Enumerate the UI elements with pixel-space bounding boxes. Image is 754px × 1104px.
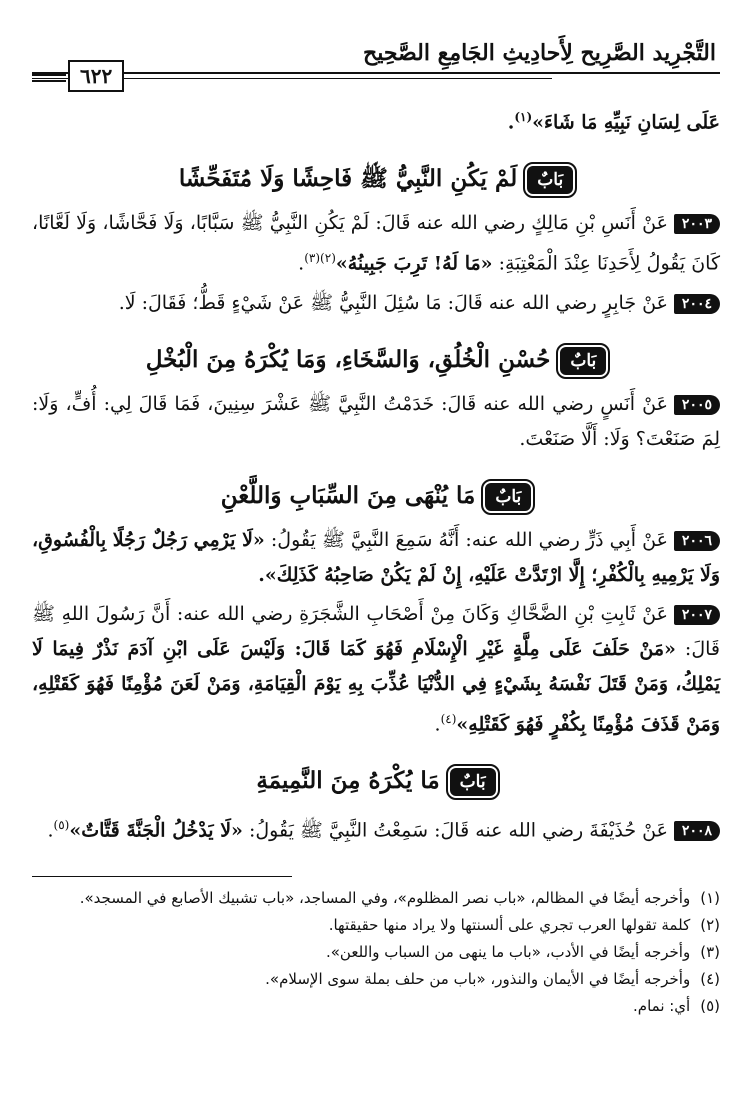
hadith (32, 286, 720, 321)
chapter-title: مَا يُكْرَهُ مِنَ النَّمِيمَةِ (256, 766, 440, 794)
hadith-isnad: عَنْ جَابِرٍ رضي الله عنه قَالَ: مَا سُئِلَ النَّبِيُّ ﷺ عَنْ شَيْءٍ قَطُّ؛ فَقَالَ: لَا. (118, 291, 668, 314)
footnote-text: وأخرجه أيضًا في المظالم، «باب نصر المظلوم»، وفي المساجد، «باب تشبيك الأصابع في المسجد». (79, 889, 691, 908)
footnote-ref: (٥) (53, 817, 70, 832)
footnote-separator (32, 876, 292, 877)
hadith-number: ٢٠٠٤ (674, 294, 720, 314)
chapter-heading (32, 477, 720, 515)
footnote-text: أي: نمام. (633, 997, 691, 1016)
chapter-title: حُسْنِ الْخُلُقِ، وَالسَّخَاءِ، وَمَا يُكْرَهُ مِنَ الْبُخْلِ (145, 345, 551, 373)
chapter-title: مَا يُنْهَى مِنَ السِّبَابِ وَاللَّعْنِ (220, 481, 476, 509)
bab-label: بَابٌ (450, 768, 496, 796)
footnote (32, 885, 720, 912)
footnote-ref: (٤) (440, 711, 457, 726)
hadith-matn: «لَا يَرْمِي رَجُلٌ رَجُلًا بِالْفُسُوقِ، وَلَا يَرْمِيهِ بِالْكُفْرِ؛ إِلَّا ارْتَدَّتْ عَلَيْهِ، إِنْ لَمْ يَكُنْ صَاحِبُهُ كَذَلِكَ». (32, 528, 720, 586)
hadith-matn-close: » (456, 712, 469, 735)
hadith: ٢٠٠٧عَنْ ثَابِتِ بْنِ الضَّحَّاكِ وَكَانَ مِنْ أَصْحَابِ الشَّجَرَةِ رضي الله عنه: أَنَّ رَسُولَ اللهِ ﷺ قَالَ: «مَنْ حَلَفَ عَلَى مِلَّةٍ غَيْرِ الْإِسْلَامِ فَهُوَ كَمَا قَالَ: وَلَيْسَ عَلَى ابْنِ آدَمَ نَذْرٌ فِيمَا لَا يَمْلِكُ، وَمَنْ قَتَلَ نَفْسَهُ بِشَيْءٍ فِي الدُّنْيَا عُذِّبَ بِهِ يَوْمَ الْقِيَامَةِ، وَمَنْ لَعَنَ مُؤْمِنًا فَهُوَ كَقَتْلِهِ، وَمَنْ قَذَفَ مُؤْمِنًا بِكُفْرٍ فَهُوَ كَقَتْلِهِ»$^{(٤)}$. (32, 602, 720, 735)
hadith: ٢٠٠٣عَنْ أَنَسِ بْنِ مَالِكٍ رضي الله عنه قَالَ: لَمْ يَكُنِ النَّبِيُّ ﷺ سَبَّابًا، وَلَا فَحَّاشًا، وَلَا لَعَّانًا، كَانَ يَقُولُ لِأَحَدِنَا عِنْدَ الْمَعْتِبَةِ: «مَا لَهُ! تَرِبَ جَبِينُهُ»$^{(٢)(٣)}$. (32, 212, 720, 275)
page-number-ornament-2 (32, 80, 66, 82)
bab-label: بَابٌ (527, 166, 573, 194)
hadith-isnad: عَنْ أَنَسِ بْنِ مَالِكٍ رضي الله عنه قَالَ: لَمْ يَكُنِ النَّبِيُّ ﷺ سَبَّابًا، وَلَا فَحَّاشًا، وَلَا لَعَّانًا، كَانَ يَقُولُ لِأَحَدِنَا عِنْدَ الْمَعْتِبَةِ: (32, 212, 720, 275)
bab-label: بَابٌ (485, 483, 531, 511)
header-rule (32, 72, 720, 74)
hadith-isnad: عَنْ ثَابِتِ بْنِ الضَّحَّاكِ وَكَانَ مِنْ أَصْحَابِ الشَّجَرَةِ رضي الله عنه: أَنَّ رَسُولَ اللهِ ﷺ قَالَ: (32, 602, 720, 660)
hadith-isnad: عَنْ أَبِي ذَرٍّ رضي الله عنه: أَنَّهُ سَمِعَ النَّبِيَّ ﷺ يَقُولُ: (264, 528, 668, 551)
hadith-matn: «لَا يَدْخُلُ الْجَنَّةَ قَتَّاتٌ (81, 819, 243, 842)
chapter-heading (32, 762, 720, 800)
footnotes (32, 885, 720, 1020)
footnote (32, 939, 720, 966)
hadith-number: ٢٠٠٧ (674, 605, 720, 625)
footnote-number: (١) (700, 889, 720, 908)
hadith (32, 523, 720, 593)
footnote-text: وأخرجه أيضًا في الأيمان والنذور، «باب من حلف بملة سوى الإسلام». (265, 970, 691, 989)
chapters-container (32, 160, 720, 848)
footnote-text: وأخرجه أيضًا في الأدب، «باب ما ينهى من السباب واللعن». (325, 943, 691, 962)
continuation-text: عَلَى لِسَانِ نَبِيِّهِ مَا شَاءَ»$^{(١)}$. (507, 110, 720, 134)
chapter-title: لَمْ يَكُنِ النَّبِيُّ ﷺ فَاحِشًا وَلَا مُتَفَحِّشًا (178, 165, 518, 193)
hadith-matn-close: » (69, 819, 82, 842)
hadith-isnad: عَنْ أَنَسٍ رضي الله عنه قَالَ: خَدَمْتُ النَّبِيَّ ﷺ عَشْرَ سِنِينَ، فَمَا قَالَ لِي: أُفٍّ، وَلَا: لِمَ صَنَعْتَ؟ وَلَا: أَلَّا صَنَعْتَ. (32, 392, 720, 450)
footnote (32, 966, 720, 993)
book-title: التَّجْرِيد الصَّرِيح لِأَحادِيثِ الجَامِعِ الصَّحِيح (363, 40, 716, 66)
hadith-matn: «مَنْ حَلَفَ عَلَى مِلَّةٍ غَيْرِ الْإِسْلَامِ فَهُوَ كَمَا قَالَ: وَلَيْسَ عَلَى ابْنِ آدَمَ نَذْرٌ فِيمَا لَا يَمْلِكُ، وَمَنْ قَتَلَ نَفْسَهُ بِشَيْءٍ فِي الدُّنْيَا عُذِّبَ بِهِ يَوْمَ الْقِيَامَةِ، وَمَنْ لَعَنَ مُؤْمِنًا فَهُوَ كَقَتْلِهِ، وَمَنْ قَذَفَ مُؤْمِنًا بِكُفْرٍ فَهُوَ كَقَتْلِهِ (32, 637, 720, 735)
footnote-ref: (١) (514, 110, 533, 124)
hadith-number: ٢٠٠٥ (674, 395, 720, 415)
footnote-ref: (٢)(٣) (304, 251, 336, 266)
page-number: ٦٢٢ (68, 60, 124, 92)
footnote-number: (٤) (700, 970, 720, 989)
hadith (32, 387, 720, 457)
book-page (32, 36, 720, 1020)
hadith-isnad: عَنْ حُذَيْفَةَ رضي الله عنه قَالَ: سَمِعْتُ النَّبِيَّ ﷺ يَقُولُ: (242, 819, 668, 842)
hadith-number: ٢٠٠٦ (674, 531, 720, 551)
bab-label: بَابٌ (560, 347, 606, 375)
hadith-matn-close: » (335, 252, 348, 275)
chapter-heading (32, 160, 720, 198)
footnote (32, 912, 720, 939)
chapter-heading (32, 341, 720, 379)
hadith-number: ٢٠٠٨ (674, 821, 720, 841)
hadith-matn: «مَا لَهُ! تَرِبَ جَبِينُهُ (347, 252, 493, 275)
footnote (32, 993, 720, 1020)
hadith: ٢٠٠٨عَنْ حُذَيْفَةَ رضي الله عنه قَالَ: سَمِعْتُ النَّبِيَّ ﷺ يَقُولُ: «لَا يَدْخُلُ الْجَنَّةَ قَتَّاتٌ»$^{(٥)}$. (32, 808, 720, 848)
footnote-number: (٢) (700, 916, 720, 935)
hadith-number: ٢٠٠٣ (674, 214, 720, 234)
footnote-text: كلمة تقولها العرب تجري على ألسنتها ولا يراد منها حقيقتها. (328, 916, 691, 935)
continuation-matn: عَلَى لِسَانِ نَبِيِّهِ مَا شَاءَ» (532, 111, 720, 134)
running-header (32, 36, 720, 100)
footnote-number: (٣) (700, 943, 720, 962)
footnote-number: (٥) (700, 997, 720, 1016)
page-number-ornament (32, 74, 66, 76)
